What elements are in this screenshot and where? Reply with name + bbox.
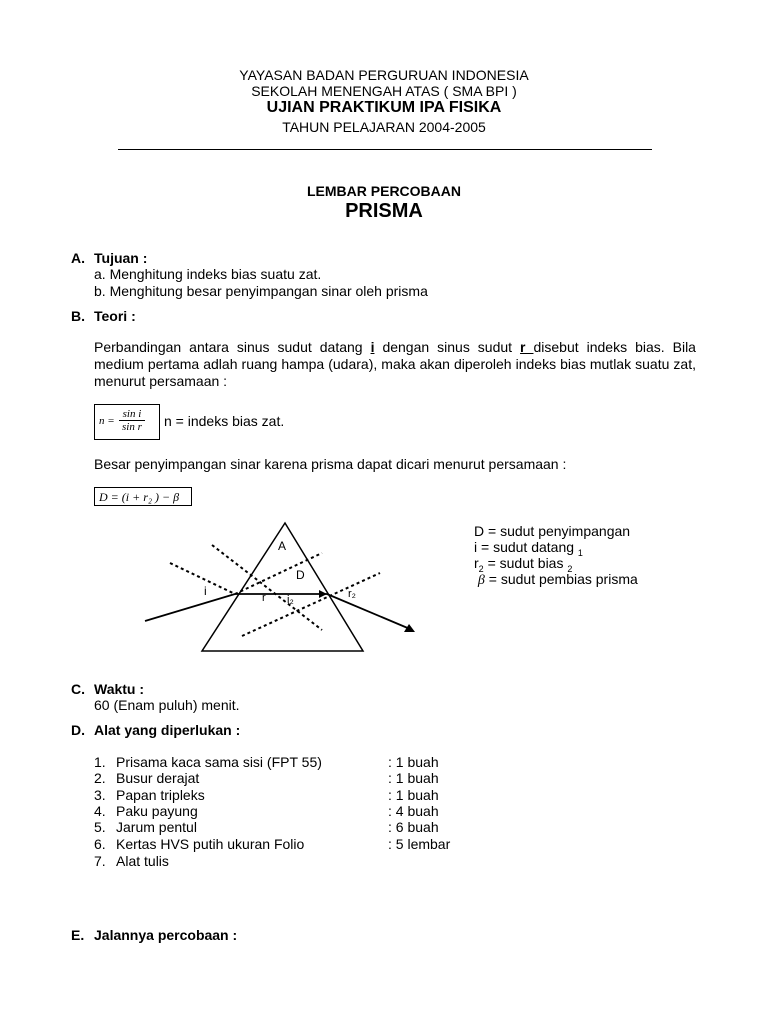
tool-quantity: : 5 lembar (388, 836, 451, 852)
section-letter: C. (71, 681, 85, 697)
tujuan-item-a: a. Menghitung indeks bias suatu zat. (94, 266, 322, 282)
legend-subscript: 1 (577, 547, 583, 558)
label-angle-r: r (262, 592, 266, 604)
section-letter: B. (71, 308, 85, 324)
tool-name: Alat tulis (116, 853, 169, 869)
teori-text: dengan sinus sudut (374, 339, 521, 355)
section-tujuan-heading (71, 250, 147, 266)
tujuan-item-b: b. Menghitung besar penyimpangan sinar oleh prisma (94, 283, 428, 299)
section-label: Tujuan : (94, 250, 148, 266)
tool-name: Paku payung (116, 803, 198, 819)
school-name: SEKOLAH MENENGAH ATAS ( SMA BPI ) (251, 83, 517, 99)
tool-item (94, 803, 494, 819)
incident-ray (145, 594, 235, 621)
tool-number: 5. (94, 819, 106, 835)
exam-title: UJIAN PRAKTIKUM IPA FISIKA (266, 99, 502, 116)
tool-quantity: : 1 buah (388, 770, 439, 786)
tool-name: Prisama kaca sama sisi (FPT 55) (116, 754, 322, 770)
label-angle-i: i (204, 584, 207, 598)
tool-item (94, 754, 494, 770)
legend-text: i = sudut datang (474, 539, 575, 555)
legend-deviation: D = sudut penyimpangan (474, 523, 631, 539)
formula-numerator: sin i (119, 408, 145, 421)
section-label: Waktu : (94, 681, 145, 697)
formula-lhs: n = (99, 415, 115, 427)
tool-number: 3. (94, 787, 106, 803)
section-letter: A. (71, 250, 85, 266)
legend-subscript: 2 (567, 563, 573, 574)
deviation-formula: D = (i + r₂ ) − β (94, 487, 192, 506)
tool-item (94, 787, 494, 803)
tool-quantity: : 1 buah (388, 787, 439, 803)
teori-text: Perbandingan antara sinus sudut datang (94, 339, 371, 355)
tool-item (94, 770, 494, 786)
tool-quantity: : 1 buah (388, 754, 439, 770)
section-letter: E. (71, 927, 85, 943)
formula-description: n = indeks bias zat. (164, 413, 285, 429)
tool-name: Kertas HVS putih ukuran Folio (116, 836, 305, 852)
institution-name: YAYASAN BADAN PERGURUAN INDONESIA (239, 67, 529, 83)
formula-denominator: sin r (122, 421, 142, 433)
section-label: Teori : (94, 308, 136, 324)
formula-fraction (119, 408, 145, 433)
symbol-i: i (370, 339, 375, 355)
normal-line-right (242, 573, 380, 636)
tool-name: Busur derajat (116, 770, 200, 786)
section-label: Jalannya percobaan : (94, 927, 238, 943)
tool-quantity: : 4 buah (388, 803, 439, 819)
refraction-index-formula (94, 404, 160, 440)
tool-quantity: : 6 buah (388, 819, 439, 835)
teori-paragraph-1 (94, 339, 696, 390)
legend-prism-angle (474, 571, 638, 589)
tool-number: 7. (94, 853, 106, 869)
tool-number: 6. (94, 836, 106, 852)
beta-symbol: β (477, 573, 485, 588)
legend-subscript: 2 (478, 563, 484, 574)
tool-name: Papan tripleks (116, 787, 205, 803)
teori-text: disebut indeks bias. Bila medium pertama adlah ruang hampa (udara), maka akan diperoleh indeks bias mutlak suatu zat, menurut persamaan : (94, 339, 696, 389)
section-jalannya-heading (71, 927, 237, 943)
section-letter: D. (71, 722, 85, 738)
incident-extension (170, 563, 235, 594)
tool-number: 2. (94, 770, 106, 786)
section-alat-heading (71, 722, 240, 738)
label-angle-i2: i₂ (287, 594, 294, 606)
section-waktu-heading (71, 681, 144, 697)
sheet-subtitle: LEMBAR PERCOBAAN (307, 183, 461, 199)
legend-text: = sudut bias (483, 555, 564, 571)
tool-number: 4. (94, 803, 106, 819)
tool-item (94, 853, 494, 869)
section-label: Alat yang diperlukan : (94, 722, 241, 738)
label-apex-a: A (278, 539, 287, 553)
label-deviation-d: D (296, 568, 305, 582)
teori-paragraph-2: Besar penyimpangan sinar karena prisma dapat dicari menurut persamaan : (94, 456, 567, 472)
tool-item (94, 836, 494, 852)
label-angle-r2: r₂ (348, 588, 356, 600)
waktu-value: 60 (Enam puluh) menit. (94, 697, 240, 713)
emergent-extension (235, 553, 322, 594)
prism-diagram (130, 515, 430, 665)
tool-item (94, 819, 494, 835)
symbol-r: r (520, 339, 534, 355)
academic-year: TAHUN PELAJARAN 2004-2005 (282, 119, 486, 135)
tool-number: 1. (94, 754, 106, 770)
tool-name: Jarum pentul (116, 819, 197, 835)
header-divider (118, 149, 652, 150)
section-teori-heading (71, 308, 136, 324)
sheet-title: PRISMA (345, 200, 423, 222)
legend-text: r (474, 555, 479, 571)
legend-text: = sudut pembias prisma (484, 571, 638, 587)
